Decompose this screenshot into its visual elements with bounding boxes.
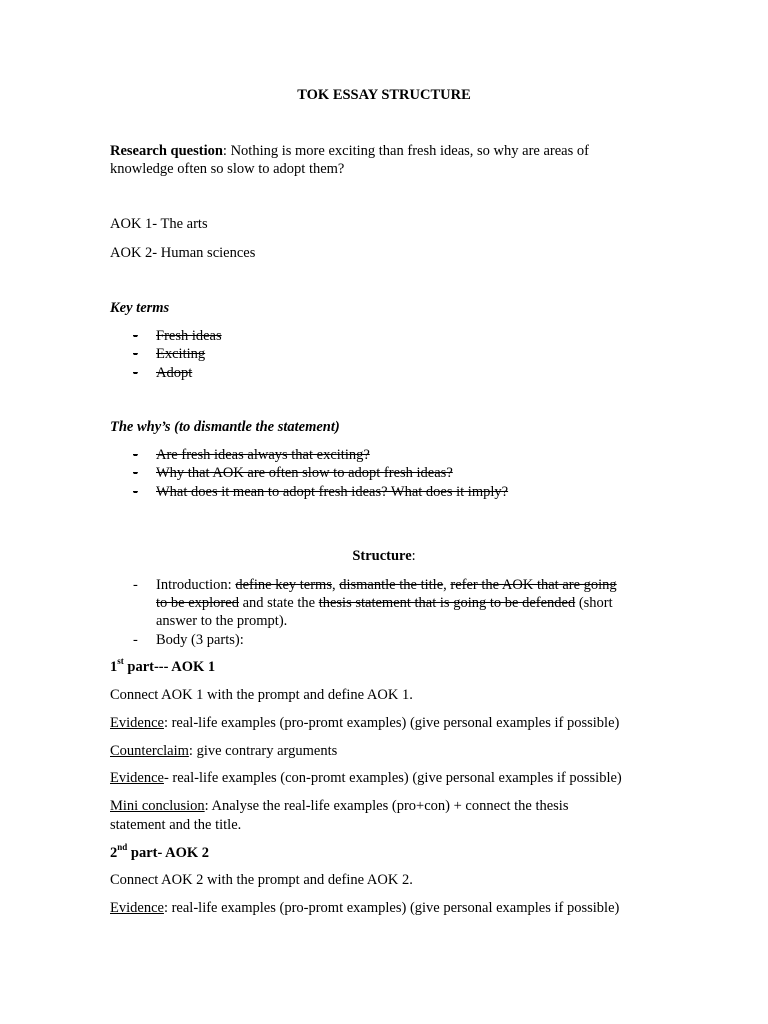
aok-1: AOK 1- The arts <box>110 216 208 232</box>
intro-struck-4: to be explored <box>156 595 239 611</box>
why-question: Are fresh ideas always that exciting? <box>156 447 370 463</box>
intro-label: Introduction: <box>156 577 236 593</box>
part-1-evidence <box>110 714 619 732</box>
part-1-connect: Connect AOK 1 with the prompt and define AOK 1. <box>110 687 413 703</box>
mini-conclusion-text: : Analyse the real-life examples (pro+con) + connect the thesis <box>204 798 569 814</box>
counterclaim-text: : give contrary arguments <box>188 743 338 759</box>
part-1-heading <box>110 658 215 676</box>
evidence-text: : real-life examples (pro-promt examples) (give personal examples if possible) <box>163 715 620 731</box>
research-question-line-1 <box>110 142 589 160</box>
evidence-text: - real-life examples (con-promt examples) (give personal examples if possible) <box>163 770 622 786</box>
list-dash: - <box>133 346 138 362</box>
part-2-title: part- AOK 2 <box>127 845 210 861</box>
body-item: Body (3 parts): <box>156 632 244 648</box>
page-title: TOK ESSAY STRUCTURE <box>297 87 471 103</box>
introduction-line-2 <box>156 594 613 612</box>
list-dash: - <box>133 632 138 648</box>
part-2-connect: Connect AOK 2 with the prompt and define AOK 2. <box>110 872 413 888</box>
list-dash: - <box>133 577 138 593</box>
key-term: Exciting <box>156 346 206 362</box>
key-terms-heading: Key terms <box>110 300 170 316</box>
evidence-text: : real-life examples (pro-promt examples) (give personal examples if possible) <box>163 900 620 916</box>
part-2-evidence <box>110 899 619 917</box>
introduction-line-3: answer to the prompt). <box>156 613 288 629</box>
whys-heading: The why’s (to dismantle the statement) <box>110 419 340 435</box>
part-1-mini-conclusion <box>110 797 568 815</box>
counterclaim-label: Counterclaim <box>110 743 189 759</box>
part-1-evidence-2 <box>110 769 622 787</box>
intro-struck-1: define key terms <box>235 577 332 593</box>
structure-heading <box>0 547 768 565</box>
research-question-label: Research question <box>110 143 223 159</box>
list-dash: - <box>133 447 138 463</box>
part-1-mini-conclusion-line-2: statement and the title. <box>110 817 242 833</box>
research-question-line-2: knowledge often so slow to adopt them? <box>110 161 345 177</box>
part-1-title: part--- AOK 1 <box>123 659 216 675</box>
research-question-text: : Nothing is more exciting than fresh ideas, so why are areas of <box>222 143 589 159</box>
list-dash: - <box>133 365 138 381</box>
mini-conclusion-label: Mini conclusion <box>110 798 205 814</box>
intro-struck-2: dismantle the title <box>339 577 444 593</box>
part-1-counterclaim <box>110 742 337 760</box>
structure-heading-colon: : <box>411 548 416 564</box>
intro-sep-2: , <box>443 577 451 593</box>
intro-and: and state the <box>238 595 319 611</box>
evidence-label: Evidence <box>110 900 164 916</box>
intro-tail: (short <box>575 595 613 611</box>
evidence-label: Evidence <box>110 715 164 731</box>
structure-heading-text: Structure <box>352 548 412 564</box>
why-question: What does it mean to adopt fresh ideas? What does it imply? <box>156 484 509 500</box>
aok-2: AOK 2- Human sciences <box>110 245 256 261</box>
key-term: Adopt <box>156 365 193 381</box>
part-1-number: 1 <box>110 659 118 675</box>
evidence-label: Evidence <box>110 770 164 786</box>
intro-struck-5: thesis statement that is going to be defended <box>318 595 576 611</box>
list-dash: - <box>133 328 138 344</box>
intro-struck-3: refer the AOK that are going <box>450 577 617 593</box>
part-2-number: 2 <box>110 845 118 861</box>
list-dash: - <box>133 465 138 481</box>
key-term: Fresh ideas <box>156 328 222 344</box>
part-1-ordinal: st <box>117 656 124 667</box>
part-2-ordinal: nd <box>117 842 128 853</box>
why-question: Why that AOK are often slow to adopt fresh ideas? <box>156 465 453 481</box>
list-dash: - <box>133 484 138 500</box>
intro-sep-1: , <box>331 577 340 593</box>
part-2-heading <box>110 844 209 862</box>
introduction-line-1 <box>156 576 617 594</box>
